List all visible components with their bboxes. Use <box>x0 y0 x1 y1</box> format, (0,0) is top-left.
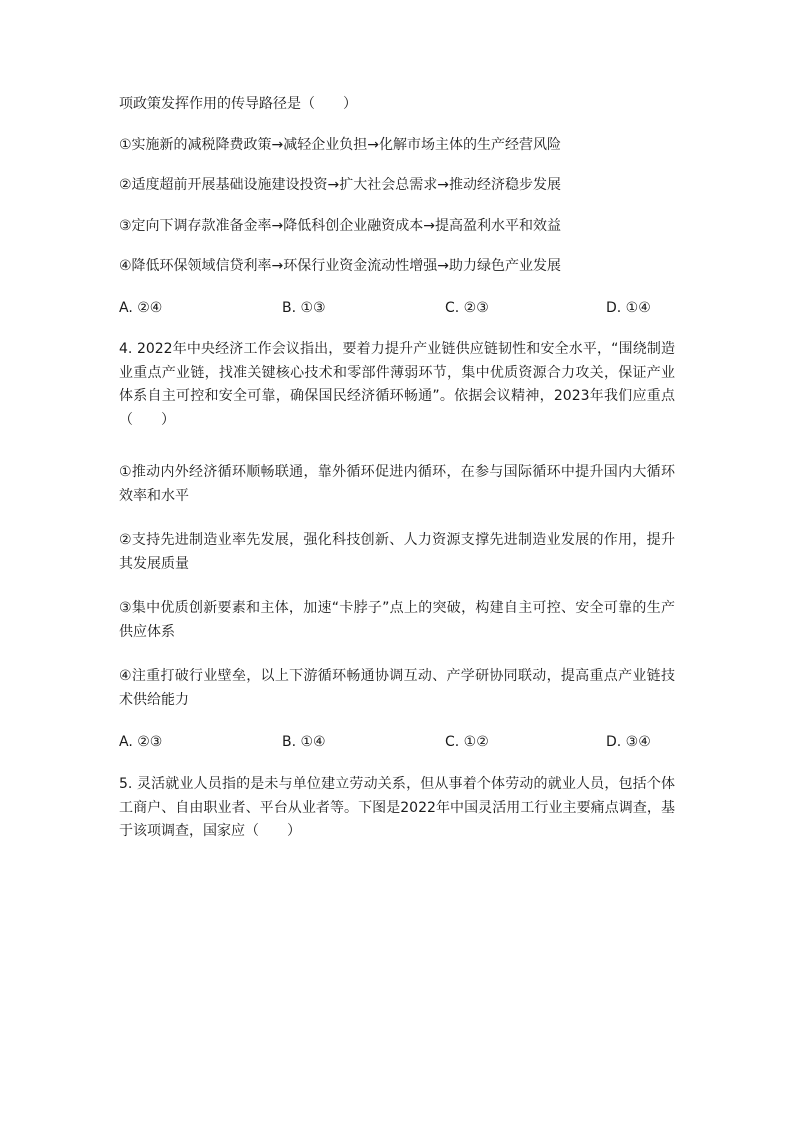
q4-options <box>119 730 679 754</box>
q3-item-3: ③定向下调存款准备金率→降低科创企业融资成本→提高盈利水平和效益 <box>119 218 562 234</box>
q4-stem: 4. 2022年中央经济工作会议指出，要着力提升产业链供应链韧性和安全水平，“围绕制造业重点产业链，找准关键核心技术和零部件薄弱环节，集中优质资源合力攻关，保证产业体系自主可控和安全可靠，确保国民经济循环畅通”。依据会议精神，2023年我们应重点（ ） <box>119 341 675 428</box>
q4-option-c[interactable]: C. ①② <box>445 734 489 750</box>
q3-item-1: ①实施新的减税降费政策→减轻企业负担→化解市场主体的生产经营风险 <box>119 137 562 153</box>
q4-item-2: ②支持先进制造业率先发展，强化科技创新、人力资源支撑先进制造业发展的作用，提升其发展质量 <box>119 532 675 572</box>
q3-option-a[interactable]: A. ②④ <box>119 300 163 316</box>
q3-stem-tail: 项政策发挥作用的传导路径是（ ） <box>119 96 357 112</box>
q5-stem: 5. 灵活就业人员指的是未与单位建立劳动关系，但从事着个体劳动的就业人员，包括个体工商户、自由职业者、平台从业者等。下图是2022年中国灵活用工行业主要痛点调查，基于该项调查，国家应（ ） <box>119 776 675 839</box>
q3-item-4: ④降低环保领域信贷利率→环保行业资金流动性增强→助力绿色产业发展 <box>119 258 562 274</box>
q3-item-2: ②适度超前开展基础设施建设投资→扩大社会总需求→推动经济稳步发展 <box>119 177 562 193</box>
q4-item-1: ①推动内外经济循环顺畅联通，靠外循环促进内循环，在参与国际循环中提升国内大循环效率和水平 <box>119 464 675 504</box>
q4-item-4: ④注重打破行业壁垒，以上下游循环畅通协调互动、产学研协同联动，提高重点产业链技术供给能力 <box>119 668 675 708</box>
q3-options <box>119 296 679 320</box>
q3-option-c[interactable]: C. ②③ <box>445 300 489 316</box>
q4-item-3: ③集中优质创新要素和主体，加速“卡脖子”点上的突破，构建自主可控、安全可靠的生产供应体系 <box>119 600 675 640</box>
q4-option-a[interactable]: A. ②③ <box>119 734 163 750</box>
q4-option-d[interactable]: D. ③④ <box>606 734 651 750</box>
q4-option-b[interactable]: B. ①④ <box>282 734 326 750</box>
q3-option-d[interactable]: D. ①④ <box>606 300 651 316</box>
q3-option-b[interactable]: B. ①③ <box>282 300 326 316</box>
